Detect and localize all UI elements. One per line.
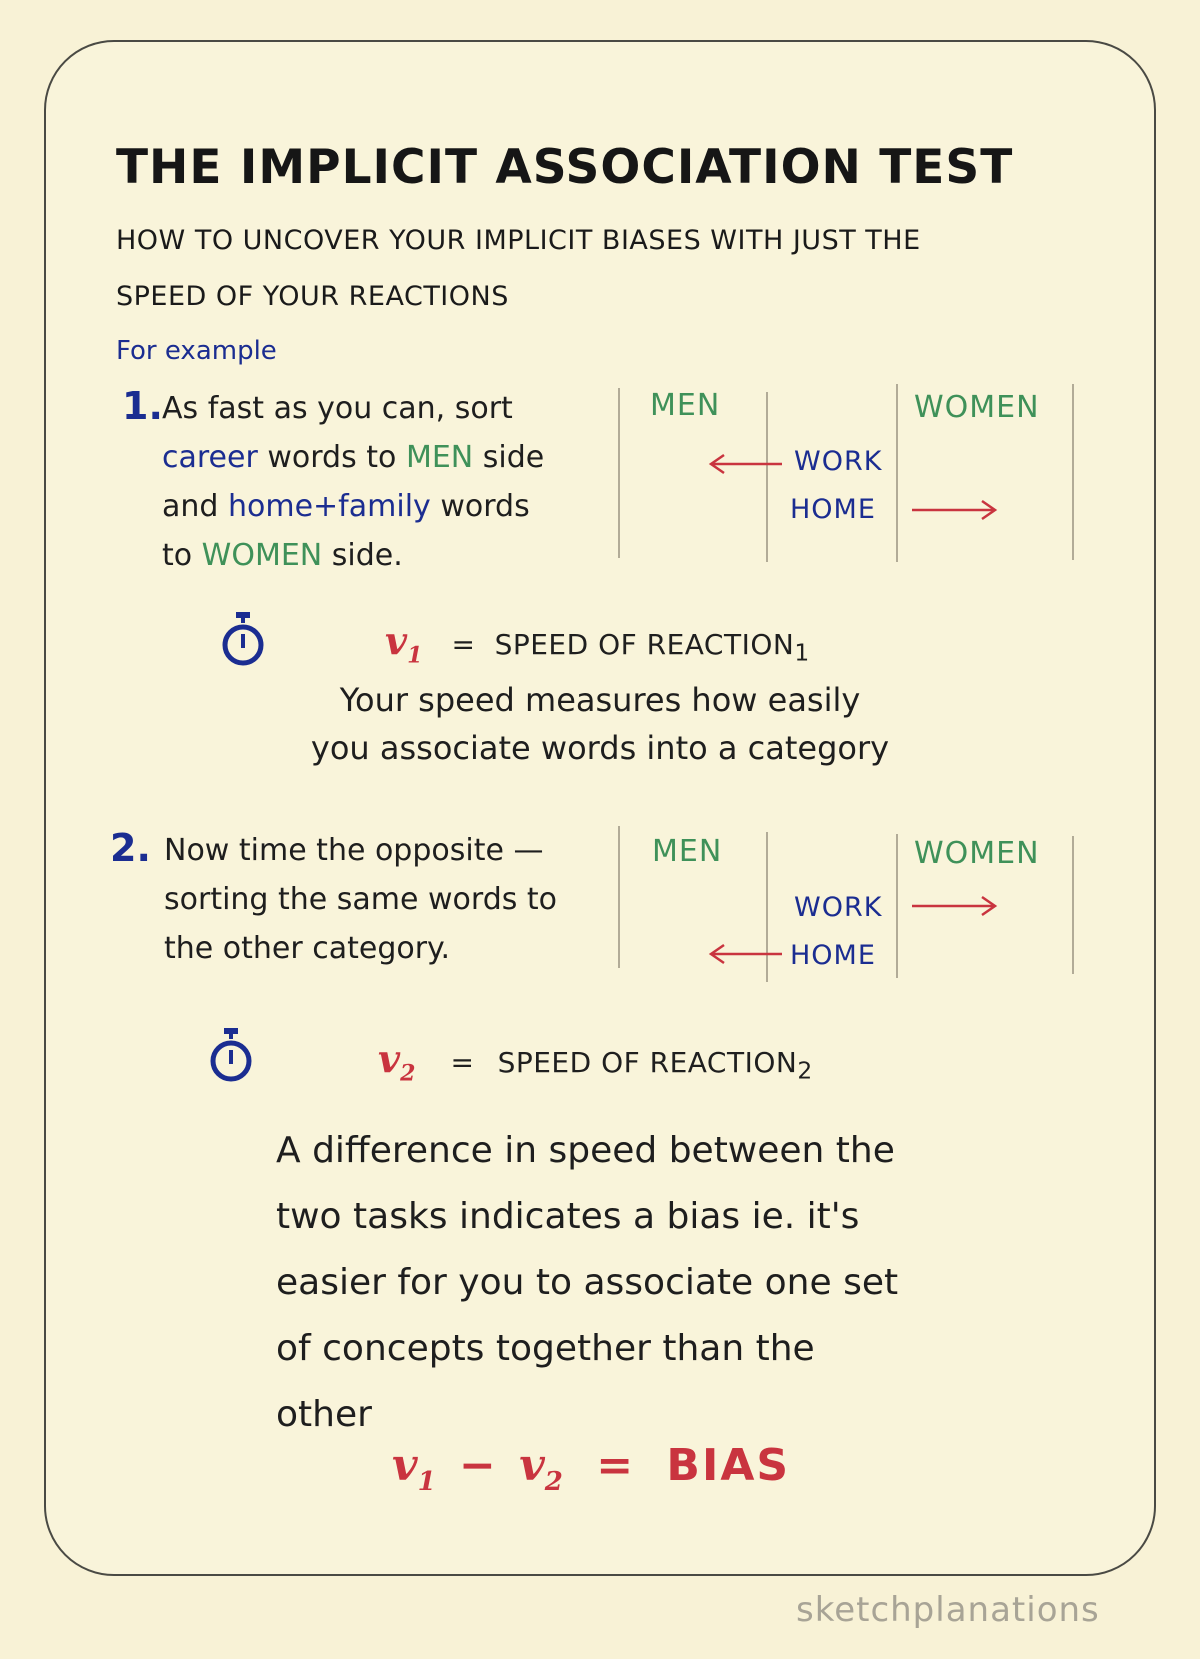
divider-line <box>618 826 620 968</box>
v2-letter: v <box>519 1440 545 1491</box>
page-title: THE IMPLICIT ASSOCIATION TEST <box>116 140 1014 195</box>
home-family-word: home+family <box>228 489 431 524</box>
left-arrow-icon <box>706 942 786 966</box>
step-1-line-4 <box>162 531 602 580</box>
women-word: WOMEN <box>201 538 323 573</box>
v-letter: v <box>385 618 408 663</box>
step-2-line: Now time the opposite — <box>164 833 544 868</box>
divider-line <box>1072 836 1074 974</box>
v2-symbol <box>378 1036 416 1087</box>
step-1-text-fragment: side <box>482 440 545 475</box>
stopwatch-icon <box>220 610 266 668</box>
subscript: 1 <box>794 638 810 667</box>
step-1-text-fragment: words <box>440 489 530 524</box>
equals-sign: = <box>596 1440 634 1491</box>
speed-2-equation <box>378 1036 813 1087</box>
work-word: WORK <box>794 446 883 477</box>
home-word: HOME <box>790 940 876 971</box>
v1-symbol <box>385 618 423 669</box>
stopwatch-icon <box>208 1026 254 1084</box>
step-2-line: sorting the same words to <box>164 882 558 917</box>
explanation-line: you associate words into a category <box>310 729 890 767</box>
example-label: For example <box>116 336 277 366</box>
subscript: 1 <box>417 1466 436 1497</box>
v-letter: v <box>378 1036 401 1081</box>
step-1-text-fragment: to <box>162 538 193 573</box>
home-word: HOME <box>790 494 876 525</box>
speed-label <box>494 628 810 667</box>
career-word: career <box>162 440 258 475</box>
step-1-text-fragment: and <box>162 489 219 524</box>
divider-line <box>618 388 620 558</box>
minus-sign: − <box>459 1440 496 1491</box>
explanation-line: Your speed measures how easily <box>339 681 861 719</box>
step-1-line-1: As fast as you can, sort <box>162 391 513 426</box>
step-1-text-fragment: words to <box>267 440 397 475</box>
divider-line <box>1072 384 1074 560</box>
left-arrow-icon <box>706 452 786 476</box>
speed-label <box>497 1046 813 1085</box>
step-2-instructions <box>164 826 594 973</box>
equals-sign: = <box>450 1046 475 1079</box>
right-arrow-icon <box>910 894 1000 918</box>
subscript: 2 <box>544 1466 563 1497</box>
equals-sign: = <box>451 628 476 661</box>
divider-line <box>896 384 898 562</box>
women-category-label: WOMEN <box>914 390 1040 425</box>
men-category-label: MEN <box>650 388 721 423</box>
bias-word: BIAS <box>666 1440 791 1491</box>
step-1-instructions <box>162 384 602 580</box>
divider-line <box>766 392 768 562</box>
step-2-number: 2. <box>110 826 151 870</box>
credit-signature: sketchplanations <box>796 1590 1100 1630</box>
bias-formula <box>392 1440 790 1497</box>
speed-1-explanation <box>280 676 920 772</box>
subscript: 1 <box>407 642 423 669</box>
speed-label-text: SPEED OF REACTION <box>497 1046 798 1079</box>
work-word: WORK <box>794 892 883 923</box>
step-1-line-2 <box>162 433 602 482</box>
step-1-text-fragment: side. <box>331 538 403 573</box>
divider-line <box>896 834 898 978</box>
page-subtitle: HOW TO UNCOVER YOUR IMPLICIT BIASES WITH JUST THE SPEED OF YOUR REACTIONS <box>116 225 921 312</box>
subscript: 2 <box>797 1056 813 1085</box>
step-1-number: 1. <box>122 384 163 428</box>
men-category-label: MEN <box>652 834 723 869</box>
women-category-label: WOMEN <box>914 836 1040 871</box>
subscript: 2 <box>400 1060 416 1087</box>
speed-label-text: SPEED OF REACTION <box>494 628 795 661</box>
men-word: MEN <box>405 440 474 475</box>
step-2-line: the other category. <box>164 931 451 966</box>
conclusion-text: A difference in speed between the two tasks indicates a bias ie. it's easier for you to associate one set of concepts together than the other <box>276 1130 899 1435</box>
v1-letter: v <box>392 1440 418 1491</box>
step-1-line-3 <box>162 482 602 531</box>
right-arrow-icon <box>910 498 1000 522</box>
speed-1-equation <box>385 618 810 669</box>
